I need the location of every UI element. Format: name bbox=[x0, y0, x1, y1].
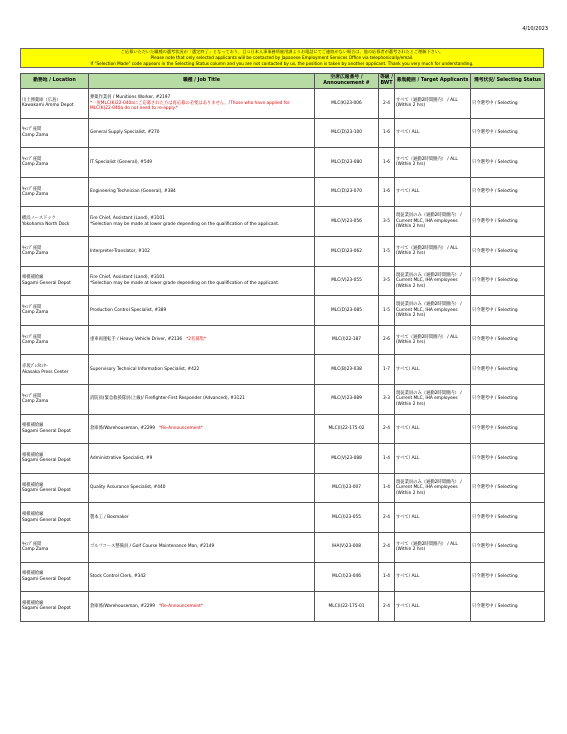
job-note: *Selection may be made at lower grade depending on the qualification of the applicant. bbox=[90, 280, 280, 286]
table-row bbox=[21, 444, 545, 474]
location-cell bbox=[21, 384, 89, 414]
table-row bbox=[21, 148, 545, 178]
location-cell bbox=[21, 503, 89, 533]
selecting-status-cell: 只今選考中 / Selecting bbox=[471, 236, 545, 266]
bwt-cell: 1-4 bbox=[379, 562, 395, 592]
bwt-cell: 1-4 bbox=[379, 444, 395, 474]
announcement-cell: MLC(I)23-046 bbox=[315, 562, 379, 592]
job-title-cell bbox=[89, 148, 315, 178]
location-text: 赤坂ﾌﾟﾚｽｾﾝﾀｰ Akasaka Press Center bbox=[22, 364, 69, 375]
target-applicants-cell: 現従業員のみ（通勤2時間圏内） / Current MLC, IHA employees (Within 2 hrs) bbox=[395, 296, 471, 326]
report-date: 4/10/2023 bbox=[522, 26, 548, 32]
table-row bbox=[21, 89, 545, 119]
job-title-cell bbox=[89, 444, 315, 474]
location-text: ｷｬﾝﾌﾟ座間 Camp Zama bbox=[22, 304, 49, 316]
target-applicants-cell: すべて（通勤2時間圏内） / ALL (Within 2 hrs) bbox=[395, 148, 471, 178]
job-title-column-header: 職種 / Job Title bbox=[89, 74, 315, 89]
selecting-status-cell: 只今選考中 / Selecting bbox=[471, 592, 545, 622]
job-title-cell bbox=[89, 325, 315, 355]
announcement-cell: MLC(D)23-085 bbox=[315, 296, 379, 326]
job-note: *2名募集* bbox=[186, 337, 207, 343]
table-row bbox=[21, 503, 545, 533]
announcement-cell: MLC(V)23-056 bbox=[315, 207, 379, 237]
announcement-cell: MLC(D)23-062 bbox=[315, 236, 379, 266]
job-title-text: Interpreter-Translator, #102 bbox=[90, 248, 150, 254]
location-text: ｷｬﾝﾌﾟ座間 Camp Zama bbox=[22, 186, 49, 198]
target-applicants-column-header: 募集範囲 / Target Applicants bbox=[395, 74, 471, 89]
announcement-cell: MLC(B)23-038 bbox=[315, 355, 379, 385]
selecting-status-cell: 只今選考中 / Selecting bbox=[471, 325, 545, 355]
job-title-cell bbox=[89, 562, 315, 592]
location-cell bbox=[21, 444, 89, 474]
selecting-status-cell: 只今選考中 / Selecting bbox=[471, 532, 545, 562]
job-title-cell bbox=[89, 266, 315, 296]
bwt-cell: 2-4 bbox=[379, 592, 395, 622]
bwt-cell: 2-4 bbox=[379, 503, 395, 533]
job-title-text: 製本工 / Boxmaker bbox=[90, 514, 129, 520]
location-text: 相模補給廠 Sagami General Depot bbox=[22, 275, 71, 286]
location-cell bbox=[21, 266, 89, 296]
location-text: 相模補給廠 Sagami General Depot bbox=[22, 512, 71, 523]
announcement-cell: MLC(D)23-080 bbox=[315, 148, 379, 178]
selecting-status-cell: 只今選考中 / Selecting bbox=[471, 207, 545, 237]
target-applicants-cell: すべて（通勤2時間圏内） / ALL (Within 2 hrs) bbox=[395, 325, 471, 355]
selecting-status-cell: 只今選考中 / Selecting bbox=[471, 177, 545, 207]
target-applicants-cell: すべて/ ALL bbox=[395, 414, 471, 444]
announcement-cell: MLC(D)23-070 bbox=[315, 177, 379, 207]
job-title-text: 重車両運転手 / Heavy Vehicle Driver, #2136 bbox=[90, 337, 183, 343]
table-row bbox=[21, 118, 545, 148]
selecting-status-cell: 只今選考中 / Selecting bbox=[471, 414, 545, 444]
target-applicants-cell: すべて（通勤2時間圏内） / ALL (Within 2 hrs) bbox=[395, 236, 471, 266]
location-cell bbox=[21, 473, 89, 503]
job-title-cell bbox=[89, 207, 315, 237]
job-title-text: 弾薬作業員 / Munitions Worker, #2197 bbox=[90, 95, 171, 101]
location-cell bbox=[21, 89, 89, 119]
location-cell bbox=[21, 414, 89, 444]
announcement-cell: MLC(I)23-007 bbox=[315, 473, 379, 503]
table-header-row bbox=[21, 74, 545, 89]
table-row bbox=[21, 414, 545, 444]
job-note: *Selection may be made at lower grade depending on the qualification of the applicant. bbox=[90, 221, 280, 227]
bwt-cell: 1-5 bbox=[379, 296, 395, 326]
announcement-cell: MLC(V)23-055 bbox=[315, 266, 379, 296]
target-applicants-cell: すべて（通勤2時間圏内） / ALL (Within 2 hrs) bbox=[395, 89, 471, 119]
location-column-header: 勤務地 / Location bbox=[21, 74, 89, 89]
job-title-cell bbox=[89, 177, 315, 207]
table-row bbox=[21, 325, 545, 355]
announcement-cell: MLC(V)23-089 bbox=[315, 384, 379, 414]
job-title-text: Engineering Technician (General), #384 bbox=[90, 189, 176, 195]
selecting-status-column-header: 選考状況/ Selecting Status bbox=[471, 74, 545, 89]
announcement-cell: MLC(I)22-175-01 bbox=[315, 592, 379, 622]
location-cell bbox=[21, 355, 89, 385]
job-title-text: Supervisory Technical Information Specialist, #422 bbox=[90, 366, 200, 372]
target-applicants-cell: すべて/ ALL bbox=[395, 592, 471, 622]
table-row bbox=[21, 355, 545, 385]
target-applicants-cell: すべて/ ALL bbox=[395, 503, 471, 533]
job-title-text: General Supply Specialist, #270 bbox=[90, 130, 160, 136]
notice-line-japanese: ご応募いただいた職種の選考状況が「選定終了」となっており、且つ日本人事事務所雇用課よりお電話にてご連絡がない場合は、他の応募者が選考されたとご理解下さい。 bbox=[120, 49, 444, 54]
table-row bbox=[21, 236, 545, 266]
table-row bbox=[21, 207, 545, 237]
location-cell bbox=[21, 148, 89, 178]
bwt-cell: 1-6 bbox=[379, 177, 395, 207]
announcement-cell: MLC(I)23-055 bbox=[315, 503, 379, 533]
target-applicants-cell: すべて/ ALL bbox=[395, 562, 471, 592]
notice-banner bbox=[20, 48, 544, 68]
announcement-cell: MLC(I)22-175-02 bbox=[315, 414, 379, 444]
location-text: 相模補給廠 Sagami General Depot bbox=[22, 452, 71, 464]
table-row bbox=[21, 296, 545, 326]
bwt-cell: 1-4 bbox=[379, 473, 395, 503]
target-applicants-cell: すべて/ ALL bbox=[395, 177, 471, 207]
announcement-cell: MLC(K)23-006 bbox=[315, 89, 379, 119]
location-cell bbox=[21, 532, 89, 562]
location-cell bbox=[21, 177, 89, 207]
job-title-cell bbox=[89, 503, 315, 533]
bwt-column-header: 等級 / BWT bbox=[379, 74, 395, 89]
target-applicants-cell: すべて（通勤2時間圏内） / ALL (Within 2 hrs) bbox=[395, 532, 471, 562]
selecting-status-cell: 只今選考中 / Selecting bbox=[471, 118, 545, 148]
location-cell bbox=[21, 207, 89, 237]
selecting-status-cell: 只今選考中 / Selecting bbox=[471, 503, 545, 533]
announcement-column-header: 空席広報番号 / Announcement # bbox=[315, 74, 379, 89]
job-title-text: Quality Assurance Specialist, #440 bbox=[90, 485, 166, 491]
job-title-cell bbox=[89, 118, 315, 148]
location-text: ｷｬﾝﾌﾟ座間 Camp Zama bbox=[22, 127, 49, 138]
job-title-cell bbox=[89, 532, 315, 562]
location-cell bbox=[21, 562, 89, 592]
location-text: ｷｬﾝﾌﾟ座間 Camp Zama bbox=[22, 393, 49, 405]
job-title-text: Administrative Specialist, #9 bbox=[90, 455, 153, 461]
announcement-cell: MLC(D)23-100 bbox=[315, 118, 379, 148]
job-title-text: Stock Control Clerk, #342 bbox=[90, 574, 146, 580]
selecting-status-cell: 只今選考中 / Selecting bbox=[471, 473, 545, 503]
table-row bbox=[21, 266, 545, 296]
job-title-cell bbox=[89, 355, 315, 385]
table-row bbox=[21, 562, 545, 592]
target-applicants-cell: すべて/ ALL bbox=[395, 118, 471, 148]
target-applicants-cell: すべて/ ALL bbox=[395, 355, 471, 385]
selecting-status-cell: 只今選考中 / Selecting bbox=[471, 266, 545, 296]
job-title-text: 倉庫係/Warehouseman, #2299 bbox=[90, 426, 156, 432]
selecting-status-cell: 只今選考中 / Selecting bbox=[471, 296, 545, 326]
location-text: 相模補給廠 Sagami General Depot bbox=[22, 571, 71, 582]
table-row bbox=[21, 177, 545, 207]
bwt-cell: 3-5 bbox=[379, 266, 395, 296]
announcement-cell: MLC(V)23-088 bbox=[315, 444, 379, 474]
target-applicants-cell: 現従業員のみ（通勤2時間圏内） / Current MLC, IHA employees (Within 2 hrs) bbox=[395, 473, 471, 503]
table-row bbox=[21, 473, 545, 503]
table-row bbox=[21, 384, 545, 414]
location-text: ｷｬﾝﾌﾟ座間 Camp Zama bbox=[22, 156, 49, 168]
location-text: ｷｬﾝﾌﾟ座間 Camp Zama bbox=[22, 245, 49, 257]
job-title-text: ゴルフコース整備員 / Golf Course Maintenance Man, #2149 bbox=[90, 544, 215, 550]
job-title-cell bbox=[89, 592, 315, 622]
selecting-status-cell: 只今選考中 / Selecting bbox=[471, 89, 545, 119]
bwt-cell: 3-5 bbox=[379, 207, 395, 237]
selecting-status-cell: 只今選考中 / Selecting bbox=[471, 355, 545, 385]
job-title-cell bbox=[89, 89, 315, 119]
job-title-cell bbox=[89, 414, 315, 444]
selecting-status-cell: 只今選考中 / Selecting bbox=[471, 562, 545, 592]
job-rows bbox=[21, 89, 545, 622]
job-title-text: Fire Chief, Assistant (Land), #3101 bbox=[90, 275, 165, 281]
target-applicants-cell: 現従業員のみ（通勤2時間圏内） / Current MLC, IHA employees (Within 2 hrs) bbox=[395, 266, 471, 296]
job-title-text: IT Specialist (General), #549 bbox=[90, 159, 153, 165]
location-text: 相模補給廠 Sagami General Depot bbox=[22, 423, 71, 434]
location-cell bbox=[21, 325, 89, 355]
notice-line-selection-made: If "Selection Made" code appears in the Selecting Status column and you are not contacted by us, the position is taken by another applicant. Thank you very much for understanding. bbox=[90, 61, 474, 66]
bwt-cell: 3-3 bbox=[379, 384, 395, 414]
target-applicants-cell: 現従業員のみ（通勤2時間圏内） / Current MLC, IHA employees (Within 2 hrs) bbox=[395, 207, 471, 237]
job-title-text: 倉庫係/Warehouseman, #2299 bbox=[90, 603, 156, 609]
bwt-cell: 1-5 bbox=[379, 236, 395, 266]
selecting-status-cell: 只今選考中 / Selecting bbox=[471, 384, 545, 414]
job-title-cell bbox=[89, 473, 315, 503]
location-cell bbox=[21, 236, 89, 266]
bwt-cell: 2-4 bbox=[379, 414, 395, 444]
table-row bbox=[21, 532, 545, 562]
target-applicants-cell: すべて/ ALL bbox=[395, 444, 471, 474]
job-title-cell bbox=[89, 296, 315, 326]
bwt-cell: 1-6 bbox=[379, 148, 395, 178]
location-text: 川上弾薬庫（広島） Kawakami Ammo Depot bbox=[22, 97, 74, 109]
table-row bbox=[21, 592, 545, 622]
announcement-cell: MLC(I)22-187 bbox=[315, 325, 379, 355]
selecting-status-cell: 只今選考中 / Selecting bbox=[471, 148, 545, 178]
job-title-text: Fire Chief, Assistant (Land), #3101 bbox=[90, 216, 165, 222]
job-listings-table bbox=[20, 73, 545, 622]
job-note: *一度MLC(K)22-040aにご応募された方は再応募の必要はありません。/Those who have applied for MLC(K)22-040a do not need to re-apply.* bbox=[90, 100, 290, 112]
location-text: 相模補給廠 Sagami General Depot bbox=[22, 482, 71, 494]
job-title-cell bbox=[89, 236, 315, 266]
location-text: 横浜ノースドック Yokohama North Dock bbox=[22, 216, 70, 227]
bwt-cell: 2-4 bbox=[379, 89, 395, 119]
bwt-cell: 1-7 bbox=[379, 355, 395, 385]
announcement-cell: IHA(V)23-008 bbox=[315, 532, 379, 562]
job-note: *Re-Announcement* bbox=[159, 603, 203, 609]
job-title-text: Production Control Specialist, #389 bbox=[90, 307, 167, 313]
location-cell bbox=[21, 296, 89, 326]
job-title-cell bbox=[89, 384, 315, 414]
location-cell bbox=[21, 592, 89, 622]
location-cell bbox=[21, 118, 89, 148]
bwt-cell: 2-4 bbox=[379, 532, 395, 562]
location-text: ｷｬﾝﾌﾟ座間 Camp Zama bbox=[22, 334, 49, 346]
job-note: *Re-Announcement* bbox=[159, 426, 203, 432]
location-text: ｷｬﾝﾌﾟ座間 Camp Zama bbox=[22, 541, 49, 553]
job-title-text: 消防員(緊急救援隊員(上級)/ Firefighter-First Responder (Advanced), #3121 bbox=[90, 396, 245, 402]
location-text: 相模補給廠 Sagami General Depot bbox=[22, 600, 71, 612]
bwt-cell: 2-6 bbox=[379, 325, 395, 355]
selecting-status-cell: 只今選考中 / Selecting bbox=[471, 444, 545, 474]
bwt-cell: 1-6 bbox=[379, 118, 395, 148]
notice-line-english: Please note that only selected applicants will be contacted by Japanese Employment Services Office via telephonically/email. bbox=[150, 55, 414, 60]
target-applicants-cell: 現従業員のみ（通勤2時間圏内） / Current MLC, IHA employees (Within 2 hrs) bbox=[395, 384, 471, 414]
